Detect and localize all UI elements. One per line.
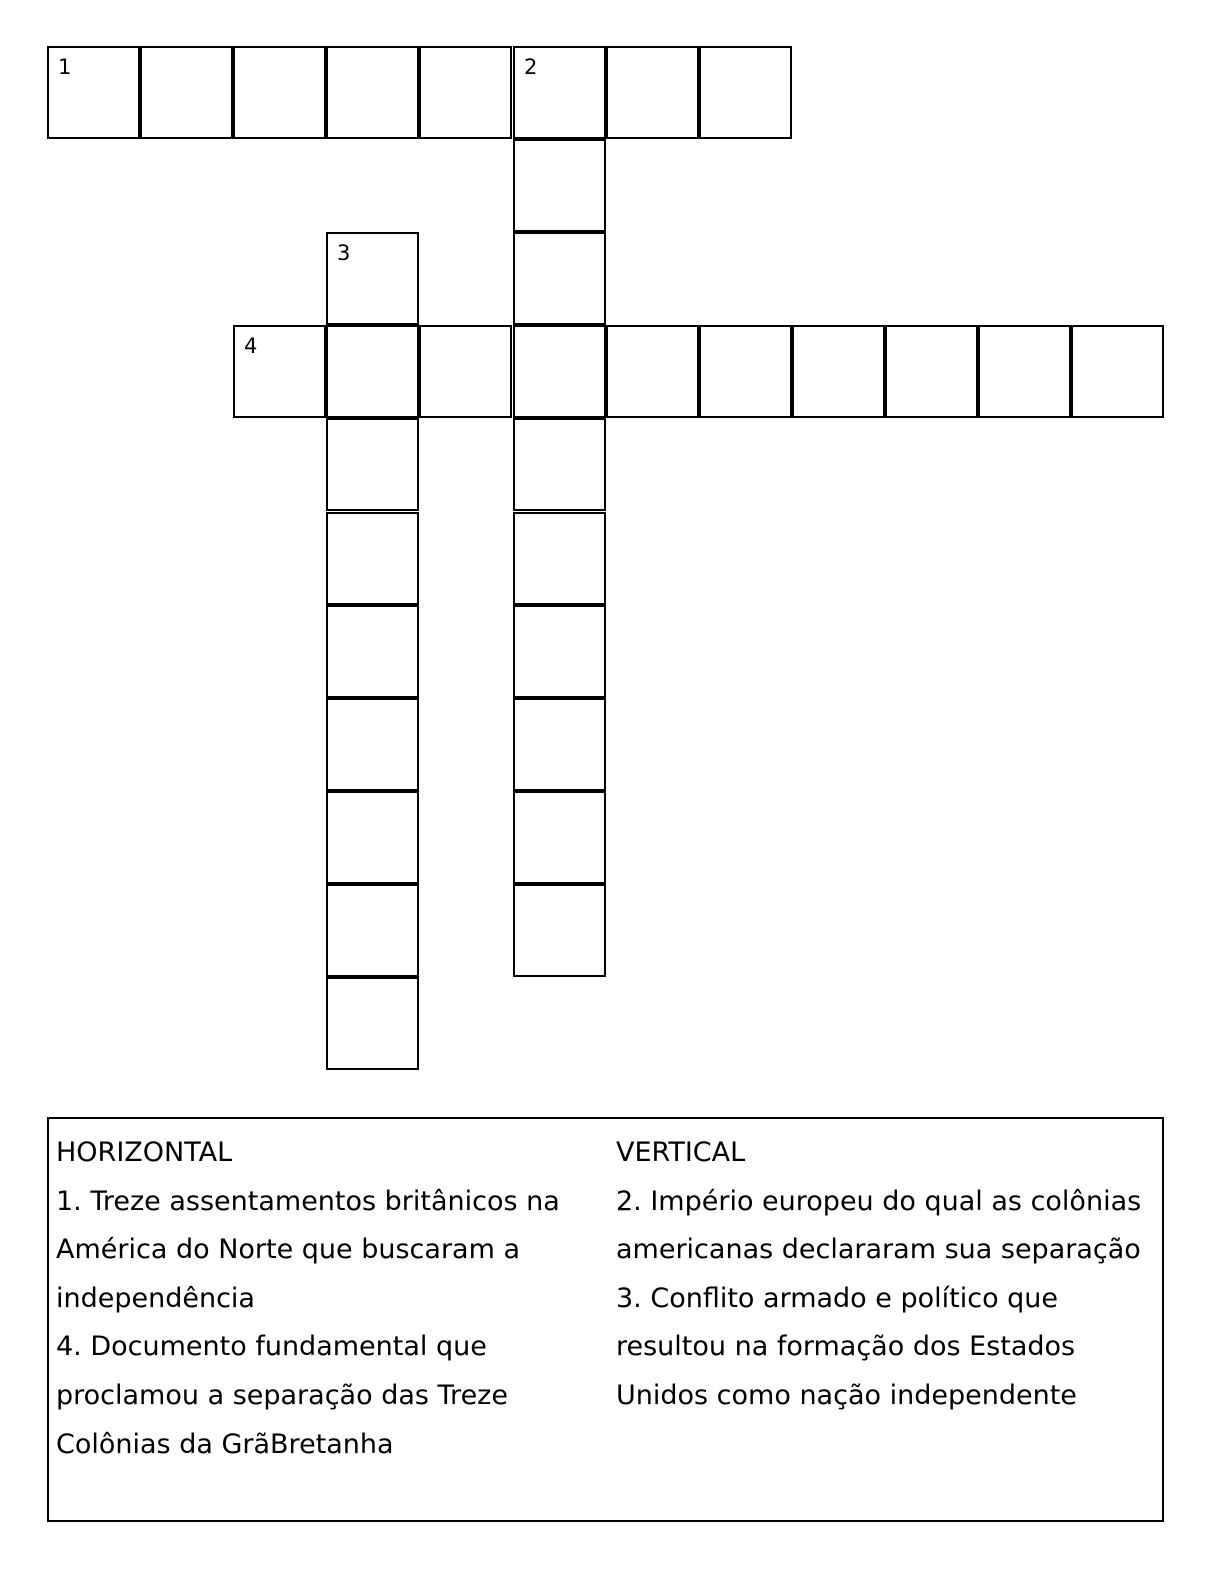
grid-cell[interactable]: [326, 232, 419, 325]
grid-cell[interactable]: [885, 325, 978, 418]
vertical-heading: VERTICAL: [616, 1137, 746, 1168]
grid-cell[interactable]: [326, 512, 419, 605]
grid-cell[interactable]: [513, 325, 606, 418]
grid-cell[interactable]: [326, 698, 419, 791]
grid-cell[interactable]: [513, 512, 606, 605]
clue-number: 1: [58, 55, 72, 79]
grid-cell[interactable]: [1071, 325, 1164, 418]
clue-box: [47, 1117, 1164, 1522]
grid-cell[interactable]: [326, 977, 419, 1070]
grid-cell[interactable]: [699, 325, 792, 418]
grid-cell[interactable]: [326, 325, 419, 418]
grid-cell[interactable]: [326, 884, 419, 977]
grid-cell[interactable]: [513, 698, 606, 791]
clue-4-across: 4. Documento fundamental que proclamou a separação das Treze Colônias da GrãBretanha: [56, 1331, 508, 1460]
grid-cell[interactable]: [513, 605, 606, 698]
vertical-clues: [616, 1129, 1156, 1421]
grid-cell[interactable]: [513, 418, 606, 511]
clue-3-down: 3. Conflito armado e político que resultou na formação dos Estados Unidos como nação independente: [616, 1282, 1077, 1411]
grid-cell[interactable]: [419, 325, 512, 418]
grid-cell[interactable]: [792, 325, 885, 418]
grid-cell[interactable]: [606, 325, 699, 418]
grid-cell[interactable]: [513, 884, 606, 977]
clue-1-across: 1. Treze assentamentos britânicos na América do Norte que buscaram a independência: [56, 1185, 560, 1314]
clue-2-down: 2. Império europeu do qual as colônias americanas declararam sua separação: [616, 1185, 1142, 1266]
clue-number: 4: [244, 334, 258, 358]
grid-cell[interactable]: [419, 46, 512, 139]
grid-cell[interactable]: [513, 232, 606, 325]
horizontal-heading: HORIZONTAL: [56, 1137, 233, 1168]
grid-cell[interactable]: [233, 46, 326, 139]
clue-number: 2: [524, 55, 538, 79]
grid-cell[interactable]: [233, 325, 326, 418]
grid-cell[interactable]: [140, 46, 233, 139]
horizontal-clues: [56, 1129, 566, 1469]
grid-cell[interactable]: [326, 605, 419, 698]
grid-cell[interactable]: [699, 46, 792, 139]
grid-cell[interactable]: [326, 418, 419, 511]
grid-cell[interactable]: [513, 139, 606, 232]
grid-cell[interactable]: [513, 791, 606, 884]
grid-cell[interactable]: [47, 46, 140, 139]
clue-number: 3: [337, 241, 351, 265]
grid-cell[interactable]: [513, 46, 606, 139]
grid-cell[interactable]: [978, 325, 1071, 418]
grid-cell[interactable]: [326, 46, 419, 139]
grid-cell[interactable]: [606, 46, 699, 139]
grid-cell[interactable]: [326, 791, 419, 884]
